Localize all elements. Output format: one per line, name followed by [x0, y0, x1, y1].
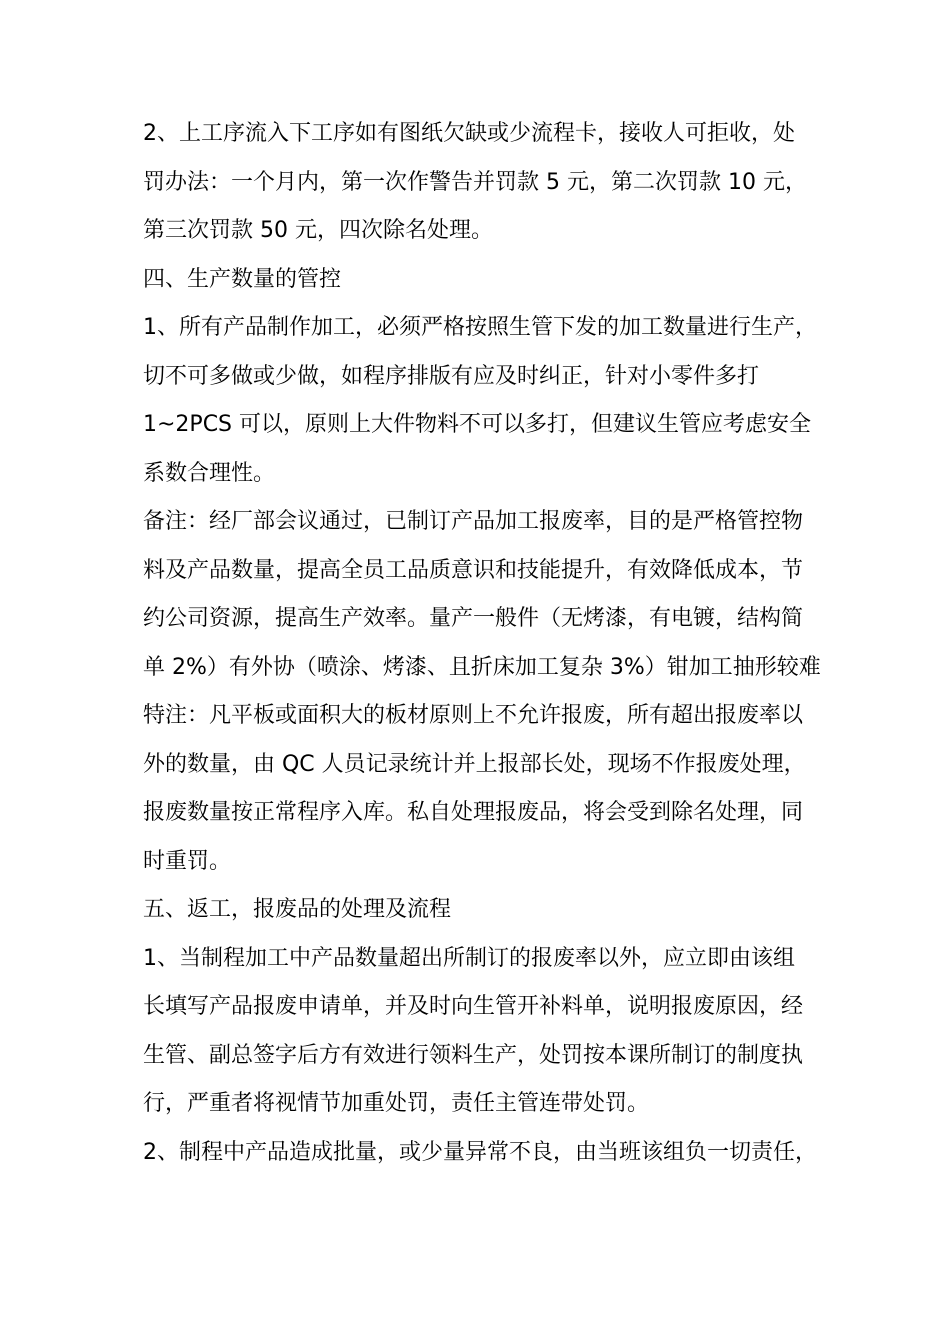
text-line: 罚办法：一个月内，第一次作警告并罚款 5 元，第二次罚款 10 元，	[143, 169, 807, 195]
text-line: 外的数量，由 QC 人员记录统计并上报部长处，现场不作报废处理，	[143, 751, 806, 777]
text-line: 特注：凡平板或面积大的板材原则上不允许报废，所有超出报废率以	[143, 703, 804, 728]
text-line: 切不可多做或少做，如程序排版有应及时纠正，针对小零件多打	[143, 363, 760, 389]
text-line: 长填写产品报废申请单，并及时向生管开补料单，说明报废原因，经	[143, 994, 804, 1019]
section-heading: 四、生产数量的管控	[143, 266, 342, 292]
text-line: 生管、副总签字后方有效进行领料生产，处罚按本课所制订的制度执	[143, 1042, 804, 1068]
text-line: 时重罚。	[143, 848, 232, 874]
text-line: 备注：经厂部会议通过，已制订产品加工报废率，目的是严格管控物	[143, 509, 804, 534]
text-line: 单 2%）有外协（喷涂、烤漆、且折床加工复杂 3%）钳加工抽形较难	[143, 654, 821, 680]
text-line: 2、制程中产品造成批量，或少量异常不良，由当班该组负一切责任，	[143, 1139, 817, 1165]
text-line: 1、当制程加工中产品数量超出所制订的报废率以外，应立即由该组	[143, 945, 795, 971]
text-line: 报废数量按正常程序入库。私自处理报废品，将会受到除名处理，同	[143, 800, 804, 825]
text-line: 约公司资源，提高生产效率。量产一般件（无烤漆，有电镀，结构简	[143, 606, 804, 631]
text-line: 2、上工序流入下工序如有图纸欠缺或少流程卡，接收人可拒收，处	[143, 121, 795, 146]
text-line: 行，严重者将视情节加重处罚，责任主管连带处罚。	[143, 1091, 650, 1116]
text-line: 1、所有产品制作加工，必须严格按照生管下发的加工数量进行生产，	[143, 315, 817, 340]
text-line: 系数合理性。	[143, 460, 276, 486]
section-heading: 五、返工，报废品的处理及流程	[143, 897, 452, 922]
text-line: 料及产品数量，提高全员工品质意识和技能提升，有效降低成本，节	[143, 557, 804, 583]
text-line: 1~2PCS 可以，原则上大件物料不可以多打，但建议生管应考虑安全	[143, 412, 812, 437]
text-line: 第三次罚款 50 元，四次除名处理。	[143, 218, 493, 243]
document-body	[143, 110, 823, 1177]
